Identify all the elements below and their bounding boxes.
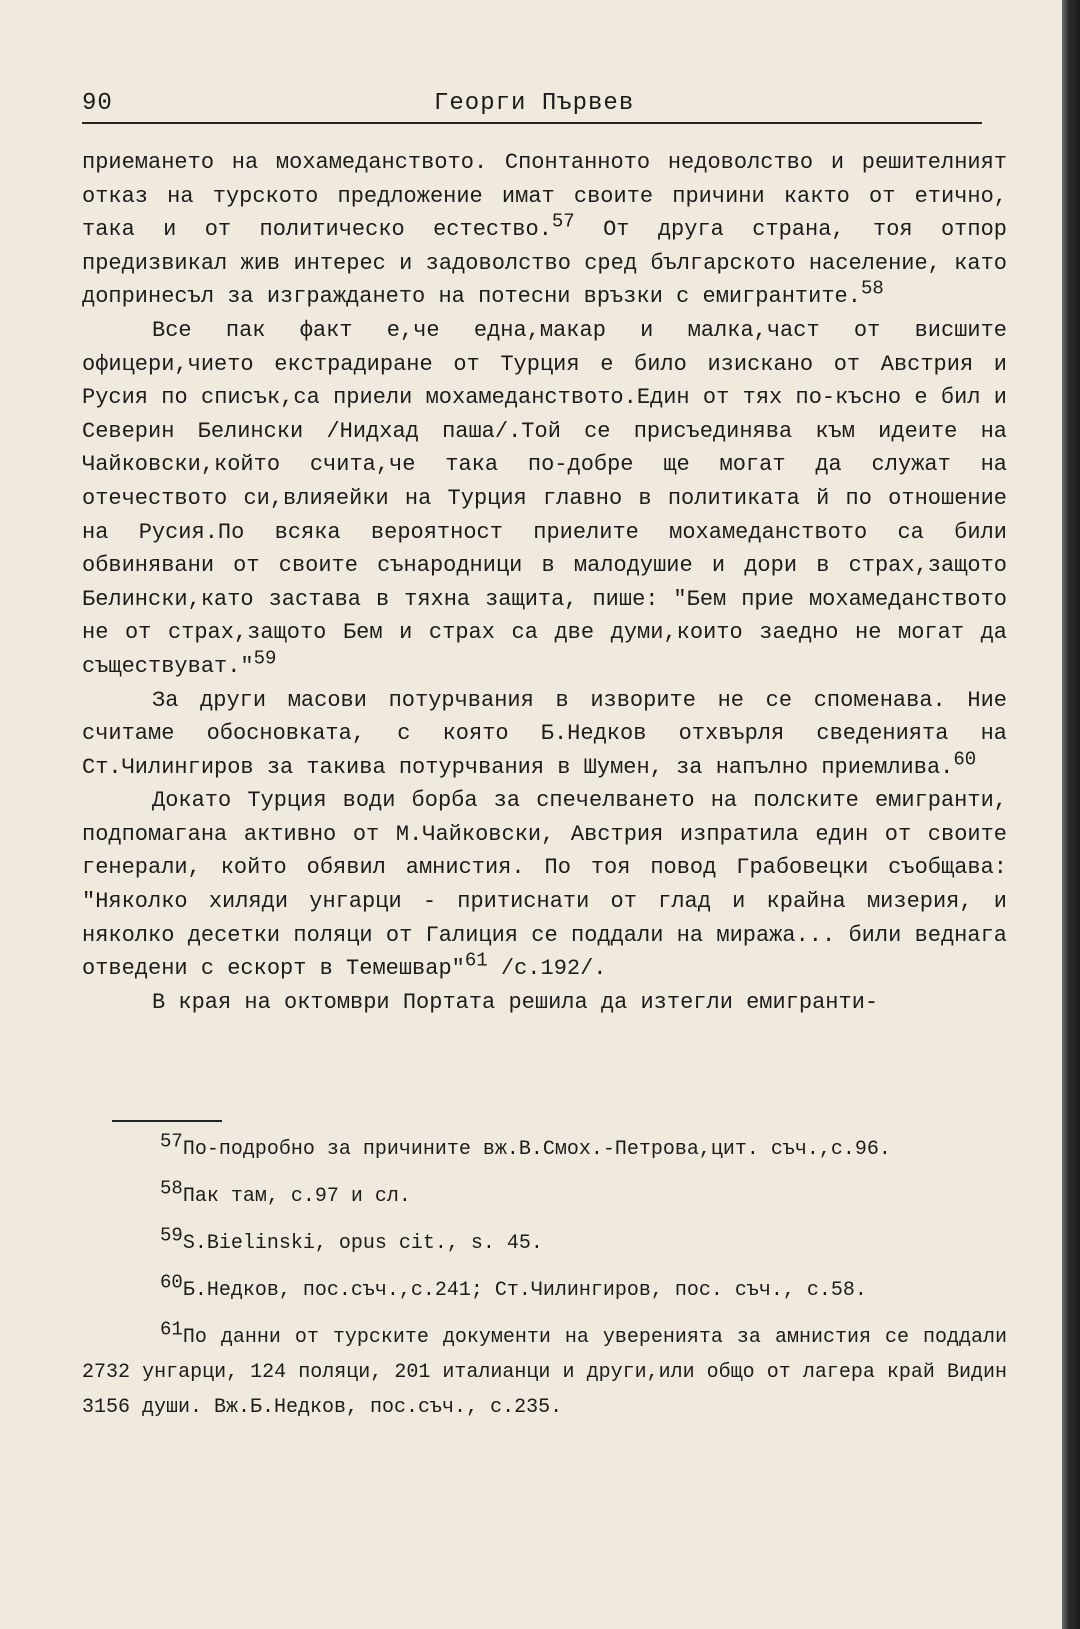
paragraph-text: /с.192/. <box>487 956 607 982</box>
footnote-text: Пак там, с.97 и сл. <box>182 1185 411 1208</box>
footnote-61 <box>82 1320 1007 1425</box>
paragraph-2 <box>82 314 1007 684</box>
footnote-number: 61 <box>160 1318 183 1341</box>
paragraph-text: В края на октомври Портата решила да изтегли емигранти- <box>152 989 879 1015</box>
footnote-number: 58 <box>160 1177 183 1200</box>
paragraph-text: От друга страна, тоя отпор предизвикал жив интерес и задоволство сред българското население, като допринесъл за изграждането на потесни връзки с емигрантите. <box>82 217 1007 310</box>
paragraph-text: Все пак факт е,че една,макар и малка,част от висшите офицери,чието екстрадиране от Турция е било изискано от Австрия и Русия по списък,са приели мохамеданството.Един от тях по-късно е бил и Северин Белински /Нидхад паша/.Той се присъединява към идеите на Чайковски,който счита,че така по-добре ще могат да служат на отечеството си,влияейки на Турция главно в политиката й по отношение на Русия.По всяка вероятност приелите мохамеданството са били обвинявани от своите сънародници в малодушие и дори в страх,защото Белински,като застава в тяхна защита, пише: "Бем прие мохамеданството не от страх,защото Бем и страх са две думи,които заедно не могат да съществуват." <box>82 317 1007 679</box>
paragraph-5 <box>82 986 1007 1020</box>
page-header <box>82 88 982 124</box>
footnote-separator <box>112 1120 222 1122</box>
paragraph-text: Докато Турция води борба за спечелването на полските емигранти, подпомагана активно от М.Чайковски, Австрия изпратила един от своите генерали, който обявил амнистия. По тоя повод Грабовецки съобщава: "Няколко хиляди унгарци - притиснати от глад и крайна мизерия, и няколко десетки поляци от Галиция се поддали на миража... били веднага отведени с ескорт в Темешвар" <box>82 788 1007 982</box>
footnote-57 <box>82 1132 1007 1167</box>
footnotes <box>82 1132 1007 1437</box>
body-text <box>82 146 1007 1019</box>
footnote-60 <box>82 1273 1007 1308</box>
footnote-ref-59: 59 <box>253 647 277 670</box>
footnote-58 <box>82 1179 1007 1214</box>
paragraph-3 <box>82 684 1007 785</box>
paragraph-4 <box>82 784 1007 986</box>
footnote-number: 60 <box>160 1271 183 1294</box>
footnote-text: Б.Недков, пос.съч.,с.241; Ст.Чилингиров, пос. съч., с.58. <box>182 1279 867 1302</box>
paragraph-text: приемането на мохамеданството. Спонтанното недоволство и решителният отказ на турското предложение имат своите причини както от етично, така и от политическо естество. <box>82 150 1007 243</box>
footnote-ref-60: 60 <box>953 748 977 771</box>
book-spine-edge <box>1062 0 1080 1629</box>
footnote-ref-58: 58 <box>860 278 884 301</box>
paragraph-1 <box>82 146 1007 314</box>
page-number: 90 <box>82 90 113 117</box>
footnote-text: По данни от турските документи на уверенията за амнистия се поддали 2732 унгарци, 124 поляци, 201 италианци и други,или общо от лагера край Видин 3156 души. Вж.Б.Недков, пос.съч., с.235. <box>82 1326 1007 1419</box>
footnote-ref-61: 61 <box>464 949 488 972</box>
running-title: Георги Първев <box>434 90 635 117</box>
paragraph-text: За други масови потурчвания в изворите не се споменава. Ние считаме обосновката, с която Б.Недков отхвърля сведенията на Ст.Чилингиров за такива потурчвания в Шумен, за напълно приемлива. <box>82 687 1007 780</box>
footnote-text: S.Bielinski, opus cit., s. 45. <box>182 1232 543 1255</box>
footnote-ref-57: 57 <box>551 210 575 233</box>
footnote-59 <box>82 1226 1007 1261</box>
footnote-text: По-подробно за причините вж.В.Смох.-Петрова,цит. съч.,с.96. <box>182 1138 891 1161</box>
footnote-number: 59 <box>160 1224 183 1247</box>
footnote-number: 57 <box>160 1130 183 1153</box>
